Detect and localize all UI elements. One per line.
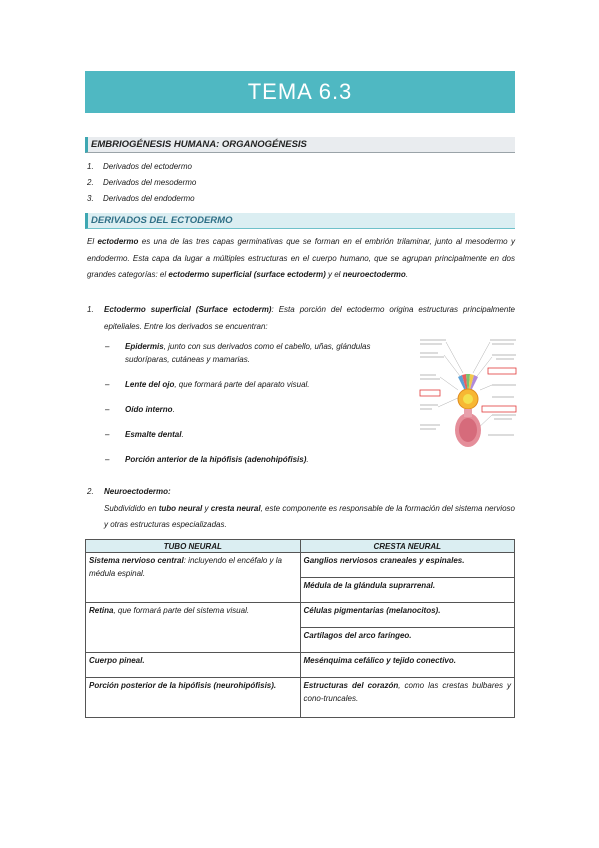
bullet-item: – Porción anterior de la hipófisis (adenohipófisis). bbox=[105, 455, 309, 464]
page-title-banner bbox=[85, 71, 515, 113]
intro-paragraph: El ectodermo es una de las tres capas germinativas que se forman en el embrión trilaminar, junto al mesodermo y endodermo. Esta capa da lugar a múltiples estructuras en el cuerpo humano, que se agrupan principalmente en dos grandes categorías: el ectodermo superficial (surface ectoderm) y el neuroectodermo. bbox=[87, 237, 515, 279]
table-of-contents bbox=[87, 159, 196, 207]
toc-item: 2. Derivados del mesodermo bbox=[87, 178, 197, 187]
table-cell: Cuerpo pineal. bbox=[86, 653, 301, 678]
column-header-neural-tube: TUBO NEURAL bbox=[86, 540, 301, 553]
table-row bbox=[86, 553, 515, 578]
page-title: TEMA 6.3 bbox=[247, 79, 353, 104]
table-cell: Estructuras del corazón, como las crestas bulbares y cono-truncales. bbox=[300, 678, 515, 718]
list-item-neuroectoderm: 2. Neuroectodermo: Subdividido en tubo neural y cresta neural, este componente es responsable de la formación del sistema nervioso y otras estructuras especializadas. bbox=[87, 487, 515, 529]
table-row bbox=[86, 603, 515, 628]
bullet-item: – Esmalte dental. bbox=[105, 430, 184, 439]
table-cell: Ganglios nerviosos craneales y espinales. bbox=[300, 553, 515, 578]
table-cell: Células pigmentarias (melanocitos). bbox=[300, 603, 515, 628]
bullet-item: – Lente del ojo, que formará parte del aparato visual. bbox=[105, 380, 310, 389]
table-cell: Médula de la glándula suprarrenal. bbox=[300, 578, 515, 603]
table-cell: Cartílagos del arco faríngeo. bbox=[300, 628, 515, 653]
toc-item: 1. Derivados del ectodermo bbox=[87, 162, 192, 171]
bullet-item: – Oído interno. bbox=[105, 405, 175, 414]
surface-ectoderm-derivatives bbox=[105, 340, 410, 478]
ectoderm-derivatives-diagram bbox=[418, 335, 518, 460]
table-cell: Sistema nervioso central: incluyendo el encéfalo y la médula espinal. bbox=[86, 553, 301, 603]
table-cell: Mesénquima cefálico y tejido conectivo. bbox=[300, 653, 515, 678]
list-item-surface-ectoderm: 1. Ectodermo superficial (Surface ectoderm): Esta porción del ectodermo origina estructuras principalmente epiteliales. Entre los derivados se encuentran: bbox=[87, 305, 516, 331]
table-cell: Porción posterior de la hipófisis (neurohipófisis). bbox=[86, 678, 301, 718]
table-header-row bbox=[86, 540, 515, 553]
neuroectoderm-derivatives-table bbox=[85, 539, 515, 718]
section-heading-organogenesis: EMBRIOGÉNESIS HUMANA: ORGANOGÉNESIS bbox=[85, 137, 515, 153]
bullet-item: – Epidermis, junto con sus derivados como el cabello, uñas, glándulas sudoríparas, cutáneas y mamarias. bbox=[105, 342, 371, 364]
table-row bbox=[86, 678, 515, 718]
table-row bbox=[86, 653, 515, 678]
table-cell: Retina, que formará parte del sistema visual. bbox=[86, 603, 301, 653]
section-heading-ectoderm: DERIVADOS DEL ECTODERMO bbox=[85, 213, 515, 229]
column-header-neural-crest: CRESTA NEURAL bbox=[300, 540, 515, 553]
toc-item: 3. Derivados del endodermo bbox=[87, 194, 195, 203]
